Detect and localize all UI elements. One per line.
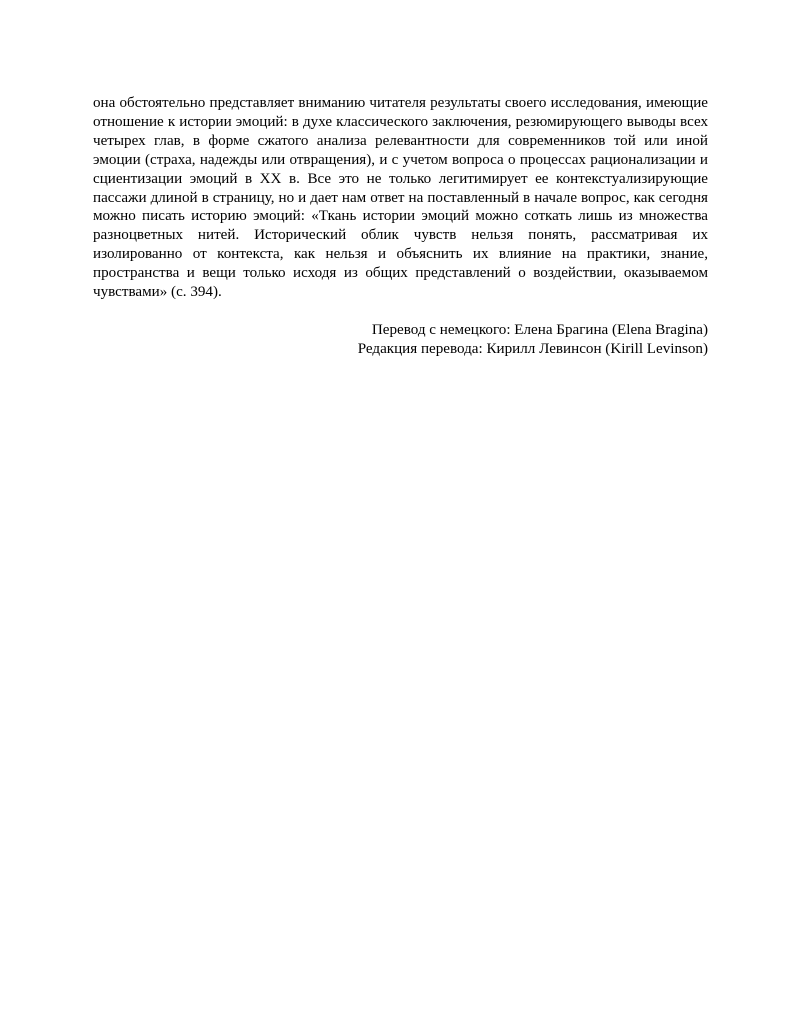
translation-credit: Перевод с немецкого: Елена Брагина (Elena Bragina) [371,321,708,338]
body-paragraph: она обстоятельно представляет вниманию читателя результаты своего исследования, имеющие отношение к истории эмоций: в духе классического заключения, резюмирующего выводы всех четырех глав, в форме сжатого анализа релевантности для современников той или иной эмоции (страха, надежды или отвращения), и с учетом вопроса о процессах рационализации и сциентизации эмоций в XX в. Все это не только легитимирует ее контекстуализирующие пассажи длиной в страницу, но и дает нам ответ на поставленный в начале вопрос, как сегодня можно писать историю эмоций: «Ткань истории эмоций можно соткать лишь из множества разноцветных нитей. Исторический облик чувств нельзя понять, рассматривая их изолированно от контекста, как нельзя и объяснить их влияние на практики, знание, пространства и вещи только исходя из общих представлений о воздействии, оказываемом чувствами» (с. 394). [93,95,708,301]
document-page [93,94,708,359]
editing-credit: Редакция перевода: Кирилл Левинсон (Kirill Levinson) [357,340,708,357]
credits-block [93,321,708,359]
